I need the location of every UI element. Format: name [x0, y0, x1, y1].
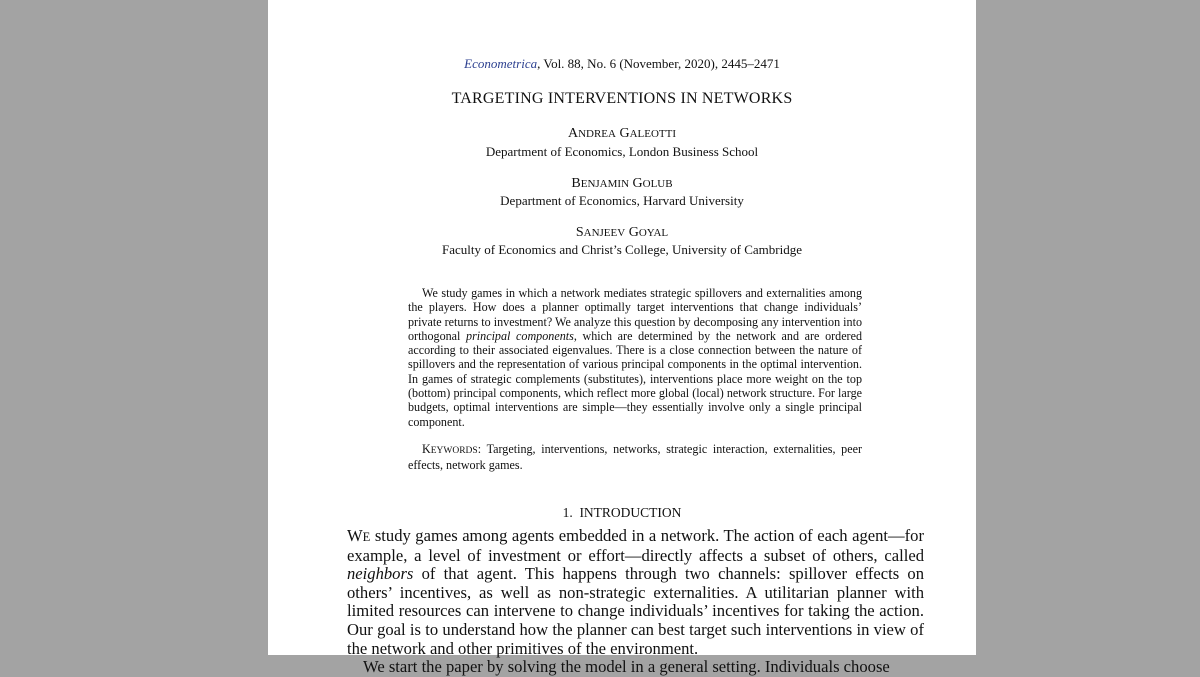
intro-body	[347, 527, 924, 677]
author-affiliation: Department of Economics, London Business School	[485, 144, 759, 159]
abstract: We study games in which a network mediates strategic spillovers and externalities among the players. How does a planner optimally target interventions that change individuals’ private returns to investment? We analyze this question by decomposing any intervention into orthogonal principal components, which are determined by the network and are ordered according to their associated eigenvalues. There is a close connection between the nature of spillovers and the representation of various principal components in the optimal intervention. In games of strategic complements (substitutes), interventions place more weight on the top (bottom) principal components, which reflect more global (local) network structure. For large budgets, optimal interventions are simple—they essentially involve only a single principal component.	[408, 286, 863, 429]
lead-word: WE	[347, 526, 371, 545]
pdf-page	[268, 0, 976, 677]
paper-title: TARGETING INTERVENTIONS IN NETWORKS	[451, 90, 793, 107]
author-name: ANDREA GALEOTTI	[567, 126, 677, 141]
keywords: KEYWORDS: Targeting, interventions, networks, strategic interaction, externalities, peer effects, network games.	[408, 442, 862, 473]
section-heading: 1. INTRODUCTION	[562, 505, 682, 520]
author-affiliation: Department of Economics, Harvard University	[500, 193, 744, 208]
journal-citation	[268, 56, 976, 72]
keywords-label: KEYWORDS:	[422, 442, 482, 456]
journal-name: Econometrica	[464, 56, 538, 71]
intro-paragraph: We start the paper by solving the model in a general setting. Individuals choose	[363, 657, 890, 677]
author-affiliation: Faculty of Economics and Christ’s College, University of Cambridge	[442, 242, 802, 257]
author-name: BENJAMIN GOLUB	[571, 176, 673, 191]
author-name: SANJEEV GOYAL	[575, 225, 669, 240]
journal-details: , Vol. 88, No. 6 (November, 2020), 2445–2471	[537, 56, 780, 71]
intro-paragraph: WE study games among agents embedded in a network. The action of each agent—for example, a level of investment or effort—directly affects a subset of others, called neighbors of that agent. This happens through two channels: spillover effects on others’ incentives, as well as non-strategic externalities. A utilitarian planner with limited resources can intervene to change individuals’ incentives for taking the action. Our goal is to understand how the planner can best target such interventions in view of the network and other primitives of the environment.	[347, 526, 924, 658]
